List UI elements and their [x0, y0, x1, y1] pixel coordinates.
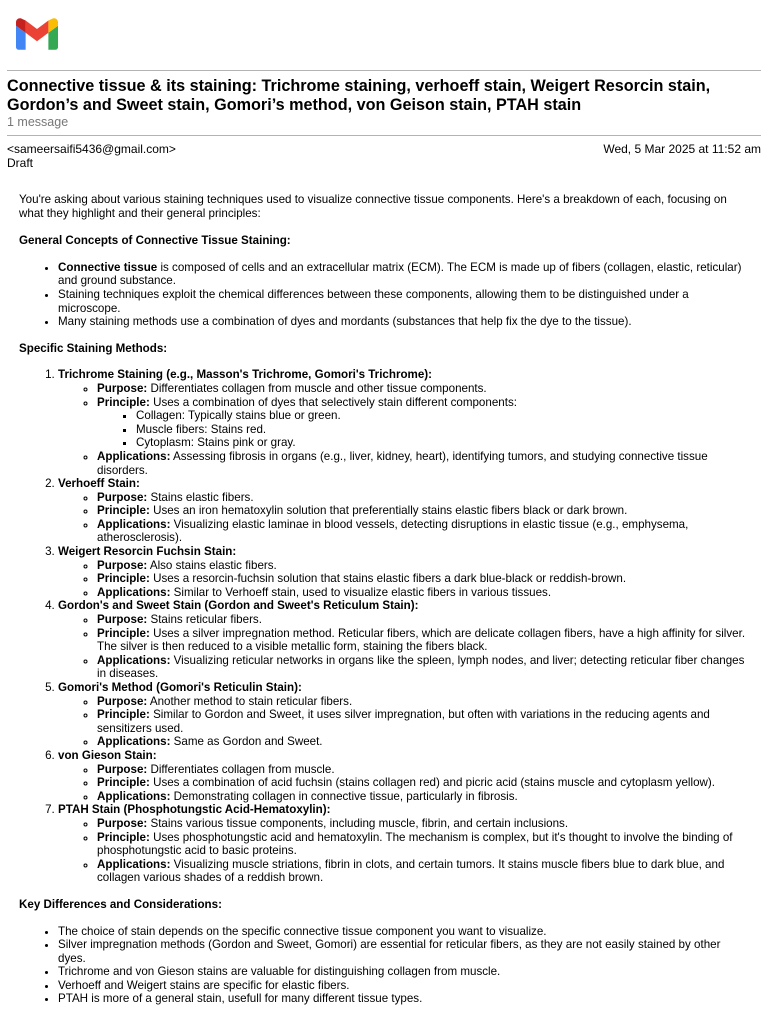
- detail-label: Purpose:: [97, 613, 148, 627]
- detail-label: Purpose:: [97, 816, 148, 830]
- detail-item: [97, 450, 749, 477]
- gmail-logo-icon: [16, 18, 58, 50]
- key-list: [19, 925, 749, 1007]
- list-item: [58, 315, 749, 329]
- detail-text: Visualizing reticular networks in organs like the spleen, lymph nodes, and liver; detecting reticular fiber changes in diseases.: [97, 653, 745, 681]
- detail-text: Uses phosphotungstic acid and hematoxylin. The mechanism is complex, but it's thought to involve the binding of phosphotungstic acid to basic proteins.: [97, 830, 733, 858]
- method-item: [58, 749, 749, 803]
- detail-label: Principle:: [97, 776, 150, 790]
- method-item: [58, 803, 749, 885]
- sender-address: <sameersaifi5436@gmail.com>: [7, 142, 176, 156]
- detail-label: Applications:: [97, 857, 171, 871]
- detail-label: Applications:: [97, 517, 171, 531]
- detail-text: Also stains elastic fibers.: [147, 558, 277, 572]
- sub-item: ▪ Collagen: Typically stains blue or green.: [136, 409, 749, 423]
- message-date: Wed, 5 Mar 2025 at 11:52 am: [603, 142, 761, 156]
- method-details: [58, 382, 749, 477]
- list-item: • Trichrome and von Gieson stains are valuable for distinguishing collagen from muscle.: [58, 965, 749, 979]
- detail-label: Purpose:: [97, 381, 148, 395]
- detail-label: Applications:: [97, 789, 171, 803]
- method-title: Verhoeff Stain:: [58, 477, 140, 491]
- detail-item: [97, 695, 749, 709]
- detail-text: Assessing fibrosis in organs (e.g., liver, kidney, heart), identifying tumors, and studying connective tissue disorders.: [97, 449, 708, 477]
- detail-text: Visualizing elastic laminae in blood vessels, detecting disruptions in elastic tissue (e.g., emphysema, atherosclerosis).: [97, 517, 689, 545]
- detail-item: [97, 504, 749, 518]
- list-item-text: Staining techniques exploit the chemical differences between these components, allowing them to be distinguished under a microscope.: [58, 287, 689, 315]
- method-item: [58, 545, 749, 599]
- detail-label: Purpose:: [97, 558, 148, 572]
- detail-item: [97, 396, 749, 450]
- detail-text: Differentiates collagen from muscle.: [147, 762, 335, 776]
- method-title: PTAH Stain (Phosphotungstic Acid-Hematoxylin):: [58, 803, 331, 817]
- detail-text: Uses an iron hematoxylin solution that preferentially stains elastic fibers black or dark brown.: [149, 504, 628, 518]
- message-divider: [7, 135, 761, 136]
- bold-term: Connective tissue: [58, 260, 158, 274]
- detail-item: [97, 858, 749, 885]
- detail-item: [97, 817, 749, 831]
- sub-item: ▪ Cytoplasm: Stains pink or gray.: [136, 436, 749, 450]
- detail-text: Uses a combination of acid fuchsin (stains collagen red) and picric acid (stains muscle and cytoplasm yellow).: [149, 776, 715, 790]
- method-details: [58, 695, 749, 749]
- method-details: [58, 491, 749, 545]
- method-title: von Gieson Stain:: [58, 748, 157, 762]
- specific-heading: Specific Staining Methods:: [19, 341, 168, 355]
- list-item-text: Many staining methods use a combination of dyes and mordants (substances that help fix the dye to the tissue).: [58, 315, 632, 329]
- key-heading: Key Differences and Considerations:: [19, 897, 222, 911]
- detail-text: Visualizing muscle striations, fibrin in clots, and certain tumors. It stains muscle fibers blue to dark blue, and collagen various shades of a reddish brown.: [97, 857, 725, 885]
- detail-item: [97, 518, 749, 545]
- detail-text: Differentiates collagen from muscle and other tissue components.: [147, 381, 487, 395]
- stain-colors-list: [97, 409, 749, 450]
- detail-item: [97, 654, 749, 681]
- detail-text: Same as Gordon and Sweet.: [170, 735, 323, 749]
- detail-item: [97, 735, 749, 749]
- method-title: Trichrome Staining (e.g., Masson's Trichrome, Gomori's Trichrome):: [58, 368, 433, 382]
- list-item: • Verhoeff and Weigert stains are specific for elastic fibers.: [58, 979, 749, 993]
- header-divider: [7, 70, 761, 71]
- detail-label: Principle:: [97, 395, 150, 409]
- detail-text: Stains reticular fibers.: [147, 613, 262, 627]
- detail-label: Applications:: [97, 449, 171, 463]
- detail-text: Similar to Gordon and Sweet, it uses silver impregnation, but often with variations in the reducing agents and sensitizers used.: [97, 708, 710, 735]
- detail-label: Purpose:: [97, 694, 148, 708]
- method-title: Weigert Resorcin Fuchsin Stain:: [58, 545, 237, 559]
- method-title: Gomori's Method (Gomori's Reticulin Stain):: [58, 681, 302, 694]
- detail-item: [97, 559, 749, 573]
- method-item: [58, 368, 749, 477]
- list-item: [58, 288, 749, 315]
- detail-label: Principle:: [97, 504, 150, 518]
- method-details: [58, 613, 749, 681]
- methods-list: [19, 368, 749, 885]
- method-item: [58, 477, 749, 545]
- method-title: Gordon's and Sweet Stain (Gordon and Sweet's Reticulum Stain):: [58, 599, 419, 613]
- detail-item: [97, 382, 749, 396]
- method-details: [58, 559, 749, 600]
- detail-item: [97, 708, 749, 735]
- detail-item: [97, 491, 749, 505]
- list-item: [58, 261, 749, 288]
- draft-label: Draft: [7, 156, 34, 170]
- message-count: 1 message: [7, 115, 69, 129]
- general-heading: General Concepts of Connective Tissue Staining:: [19, 234, 291, 248]
- list-item: • Silver impregnation methods (Gordon and Sweet, Gomori) are essential for reticular fibers, as they are not easily stained by other dyes.: [58, 938, 749, 965]
- detail-text: Uses a combination of dyes that selectively stain different components:: [149, 395, 517, 409]
- email-subject: Connective tissue & its staining: Trichrome staining, verhoeff stain, Weigert Resorcin stain, Gordon’s and Sweet stain, Gomori’s method, von Geison stain, PTAH stain: [7, 77, 711, 114]
- list-item-text: is composed of cells and an extracellular matrix (ECM). The ECM is made up of fibers (collagen, elastic, reticular) and ground substance.: [58, 260, 742, 288]
- detail-item: [97, 776, 749, 790]
- detail-text: Demonstrating collagen in connective tissue, particularly in fibrosis.: [170, 789, 518, 803]
- detail-label: Applications:: [97, 735, 171, 749]
- detail-item: [97, 763, 749, 777]
- detail-item: [97, 586, 749, 600]
- list-item: • The choice of stain depends on the specific connective tissue component you want to visualize.: [58, 925, 749, 939]
- sub-item: ▪ Muscle fibers: Stains red.: [136, 423, 749, 437]
- detail-item: [97, 831, 749, 858]
- message-body: [19, 193, 749, 1019]
- detail-label: Applications:: [97, 653, 171, 667]
- detail-text: Another method to stain reticular fibers.: [147, 694, 353, 708]
- intro-paragraph: You're asking about various staining techniques used to visualize connective tissue components. Here's a breakdown of each, focusing on what they highlight and their general principles:: [19, 193, 727, 220]
- detail-text: Stains elastic fibers.: [147, 490, 254, 504]
- detail-text: Similar to Verhoeff stain, used to visualize elastic fibers in various tissues.: [170, 585, 552, 599]
- detail-label: Applications:: [97, 585, 171, 599]
- detail-label: Principle:: [97, 572, 150, 586]
- list-item: • PTAH is more of a general stain, usefull for many different tissue types.: [58, 992, 749, 1006]
- detail-item: [97, 790, 749, 804]
- detail-label: Purpose:: [97, 762, 148, 776]
- method-item: [58, 681, 749, 749]
- detail-label: Principle:: [97, 626, 150, 640]
- detail-text: Uses a resorcin-fuchsin solution that stains elastic fibers a dark blue-black or reddish-brown.: [149, 572, 627, 586]
- detail-label: Purpose:: [97, 490, 148, 504]
- detail-item: [97, 613, 749, 627]
- method-details: [58, 817, 749, 885]
- detail-label: Principle:: [97, 830, 150, 844]
- method-details: [58, 763, 749, 804]
- detail-text: Uses a silver impregnation method. Reticular fibers, which are delicate collagen fibers, have a high affinity for silver. The silver is then reduced to a visible metallic form, staining the fibers black.: [97, 626, 746, 654]
- detail-label: Principle:: [97, 708, 150, 722]
- detail-item: [97, 572, 749, 586]
- detail-item: [97, 627, 749, 654]
- general-list: [19, 261, 749, 329]
- method-item: [58, 599, 749, 681]
- detail-text: Stains various tissue components, including muscle, fibrin, and certain inclusions.: [147, 816, 569, 830]
